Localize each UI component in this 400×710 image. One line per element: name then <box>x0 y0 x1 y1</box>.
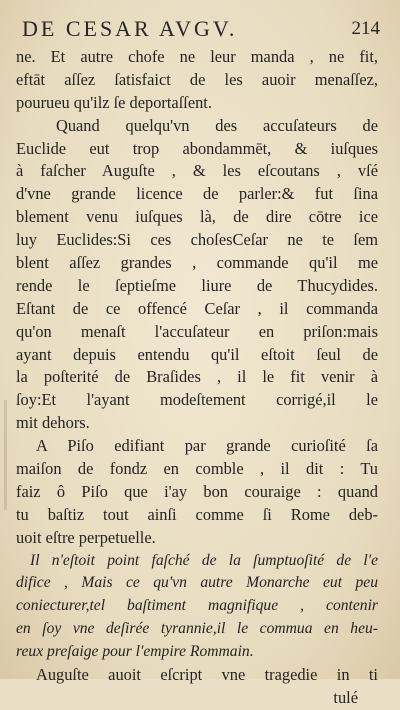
text-line: reux preſaige pour l'empire Rommain. <box>16 643 254 661</box>
text-line: difice , Mais ce qu'vn autre Monarche eut peu <box>16 574 378 592</box>
body-text <box>16 46 378 710</box>
text-line: pourueu qu'ilz ſe deportaſſent. <box>16 92 212 112</box>
text-line: luy Euclides:Si ces choſesCeſar ne te ſem <box>16 230 378 250</box>
text-line: rende le ſeptieſme liure de Thucydides. <box>16 275 378 295</box>
text-line: A Piſo edifiant par grande curioſité ſa <box>36 436 378 456</box>
text-line: eftāt aſſez ſatisfaict de les auoir menaſſez, <box>16 69 378 89</box>
text-line: Quand quelqu'vn des accuſateurs de <box>56 115 378 135</box>
text-line: en ſoy vne deſirée tyrannie,il le commua en heu- <box>16 620 378 638</box>
text-line: à faſcher Auguſte , & les eſcoutans , vſé <box>16 161 378 181</box>
page-number: 214 <box>351 18 380 39</box>
text-line: coniecturer,tel baſtiment magnifique , contenir <box>16 597 378 615</box>
text-line: ſoy:Et l'ayant modeſtement corrigé,il le <box>16 390 378 410</box>
text-line: maiſon de fondz en comble , il dit : Tu <box>16 459 378 479</box>
margin-mark <box>4 400 7 510</box>
text-line: faiz ô Piſo que i'ay bon couraige : quand <box>16 481 378 501</box>
text-line: Il n'eſtoit point faſché de la ſumptuoſité de l'e <box>30 551 378 569</box>
text-line: Eſtant de ce offencé Ceſar , il commanda <box>16 298 378 318</box>
text-line: Euclide eut trop abondammēt, & iuſques <box>16 138 378 158</box>
text-line: uoit eſtre perpetuelle. <box>16 527 156 547</box>
text-line: qu'on menaſt l'accuſateur en priſon:mais <box>16 321 378 341</box>
text-line: tu baſtiz tout ainſi comme ſi Rome deb- <box>16 504 378 524</box>
text-line: la poſterité de Braſides , il le fit venir à <box>16 367 378 387</box>
text-line: Auguſte auoit eſcript vne tragedie in ti <box>36 665 378 685</box>
text-line: d'vne grande licence de parler:& fut ſina <box>16 184 378 204</box>
text-line: ne. Et autre chofe ne leur manda , ne fit, <box>16 47 378 66</box>
text-line: blement venu iuſques là, de dire cōtre ice <box>16 207 378 227</box>
page-header <box>22 16 380 44</box>
text-line: blent aſſez grandes , commande qu'il me <box>16 253 378 273</box>
text-line: ayant depuis entendu qu'il eſtoit ſeul de <box>16 344 378 364</box>
text-line: mit dehors. <box>16 413 90 433</box>
running-head: DE CESAR AVGV. <box>22 16 238 41</box>
text-line: tulé <box>333 687 358 707</box>
